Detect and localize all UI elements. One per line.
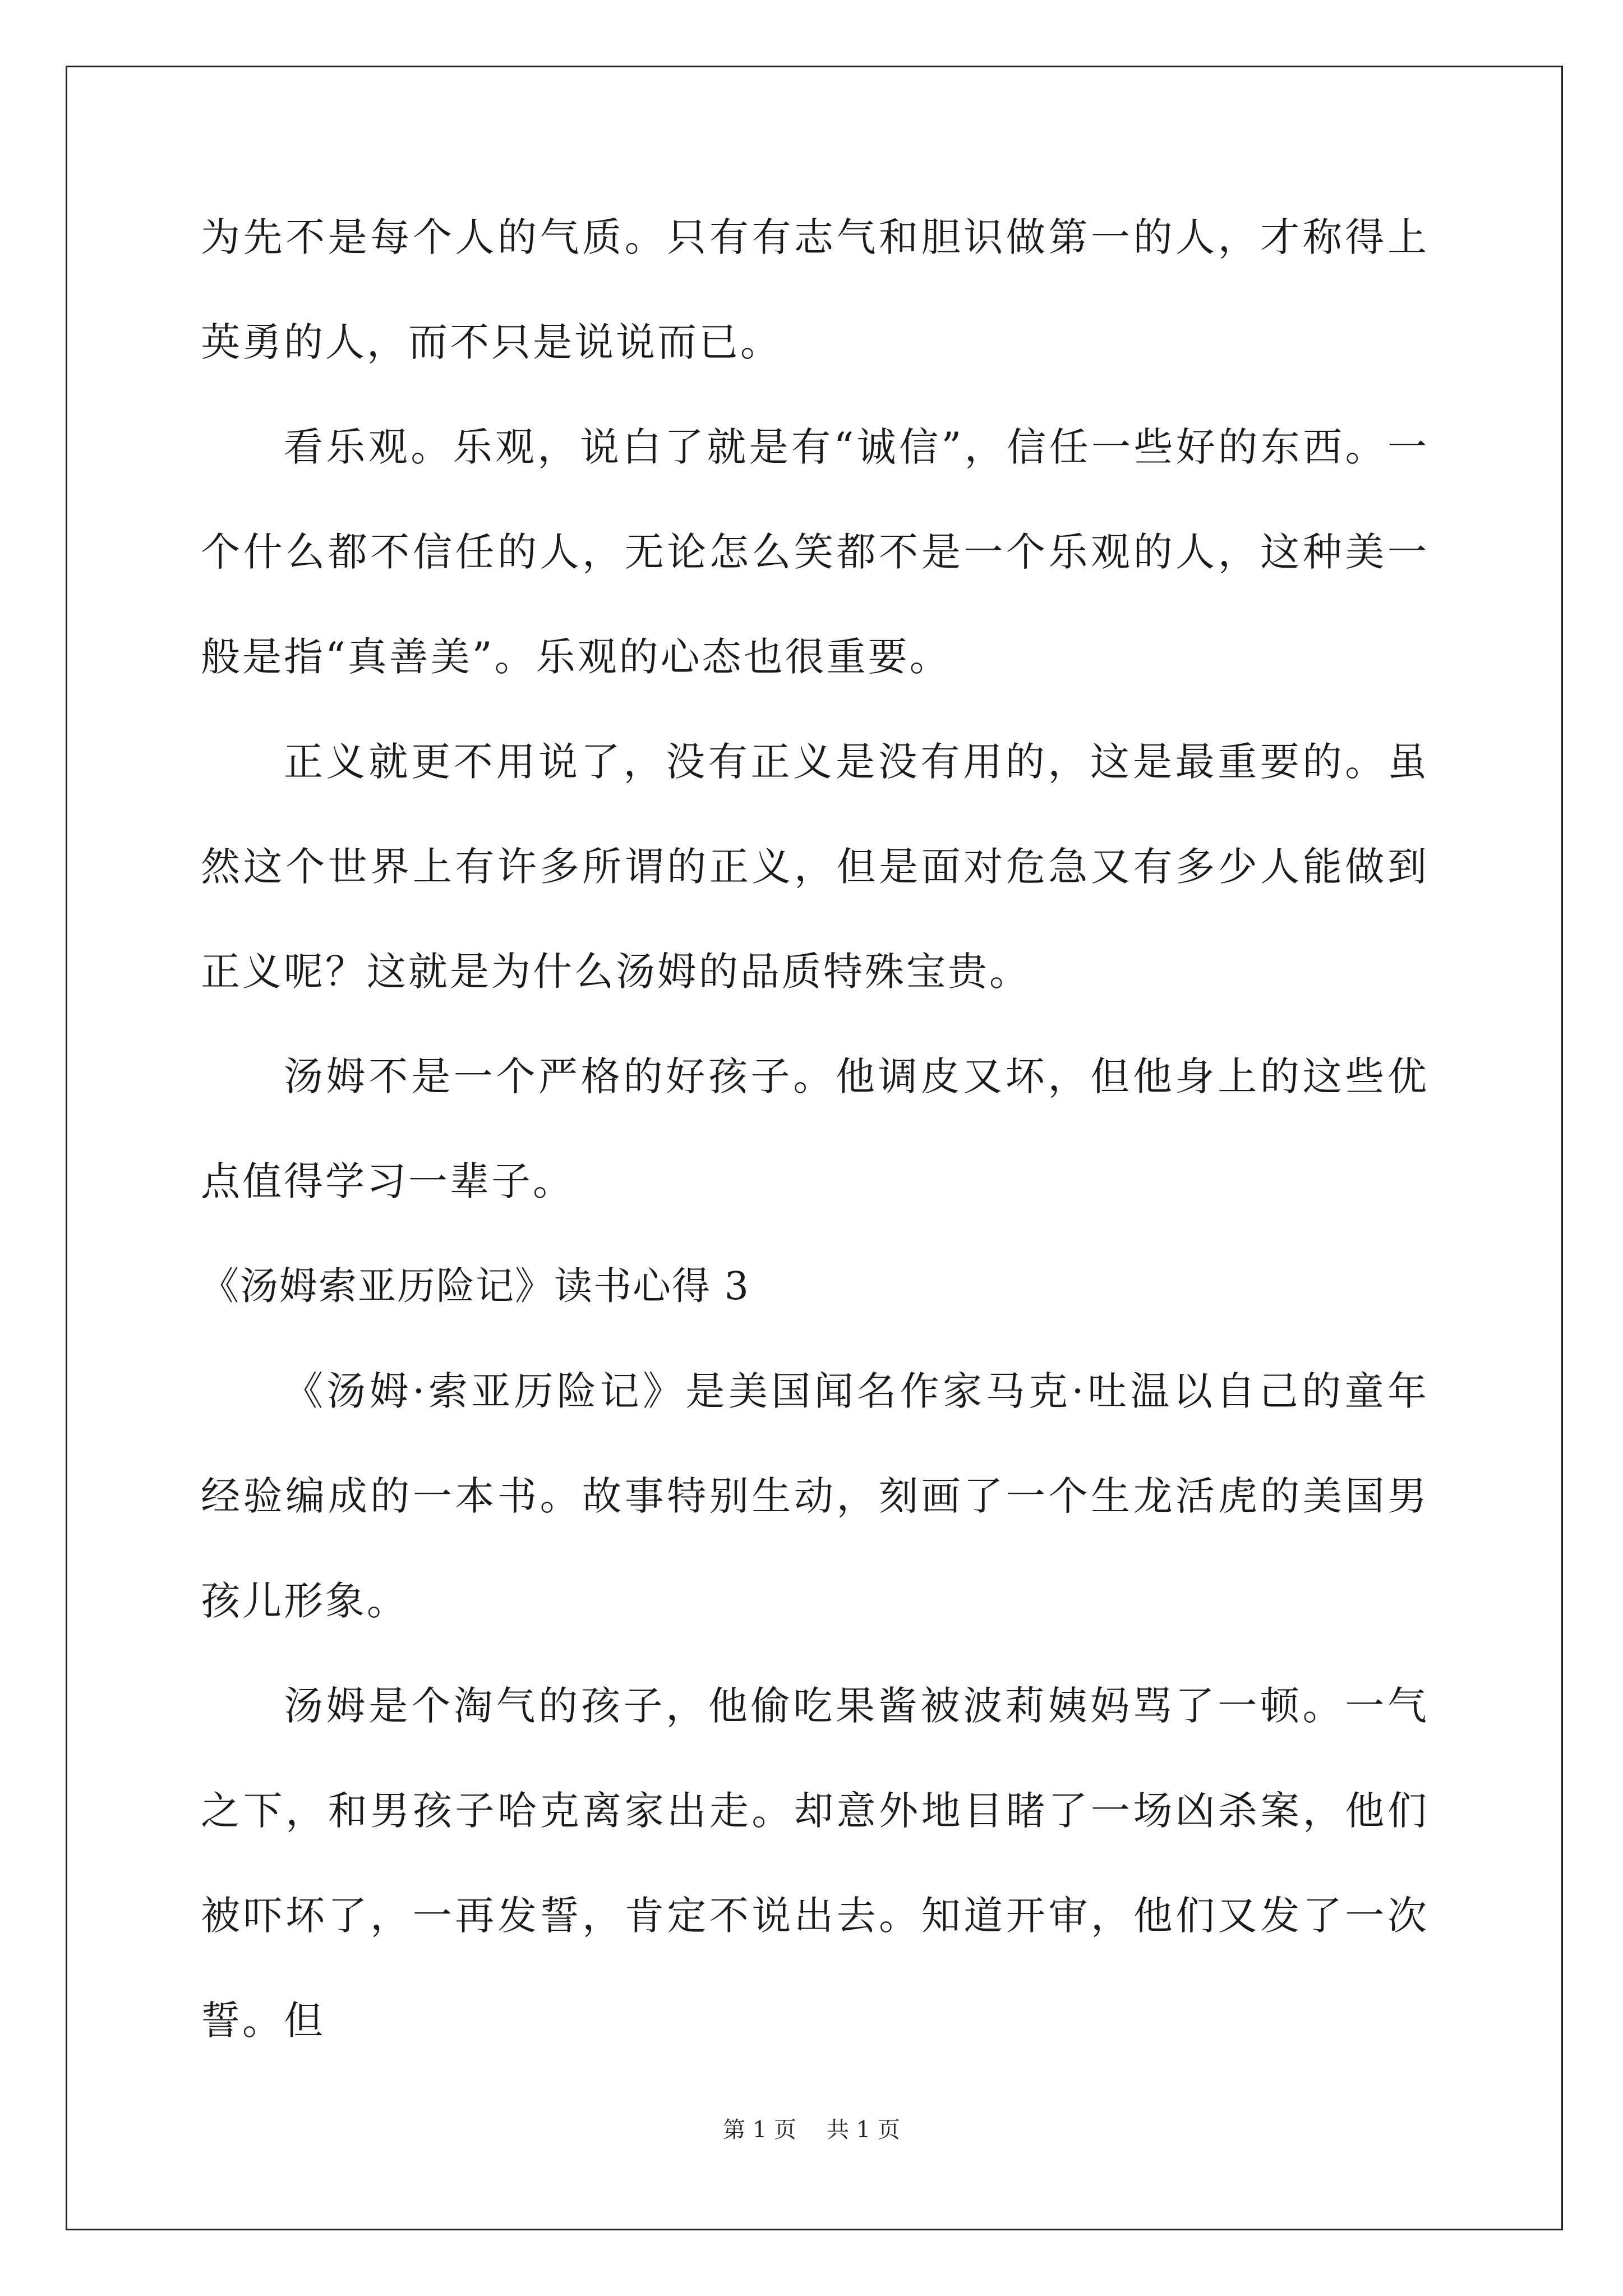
- document-body: [201, 185, 1429, 2073]
- paragraph: 《汤姆·索亚历险记》是美国闻名作家马克·吐温以自己的童年经验编成的一本书。故事特别生动，刻画了一个生龙活虎的美国男孩儿形象。: [201, 1368, 1429, 1624]
- section-heading: 《汤姆索亚历险记》读书心得 3: [201, 1264, 750, 1309]
- paragraph: 正义就更不用说了，没有正义是没有用的，这是最重要的。虽然这个世界上有许多所谓的正义，但是面对危急又有多少人能做到正义呢？这就是为什么汤姆的品质特殊宝贵。: [201, 739, 1429, 995]
- page-total: 共 1 页: [827, 2117, 900, 2143]
- page-number: 第 1 页: [723, 2117, 796, 2143]
- page-footer: [0, 2113, 1623, 2147]
- paragraph: 为先不是每个人的气质。只有有志气和胆识做第一的人，才称得上英勇的人，而不只是说说而已。: [201, 214, 1429, 365]
- paragraph: 汤姆不是一个严格的好孩子。他调皮又坏，但他身上的这些优点值得学习一辈子。: [201, 1053, 1429, 1204]
- paragraph: 汤姆是个淘气的孩子，他偷吃果酱被波莉姨妈骂了一顿。一气之下，和男孩子哈克离家出走。却意外地目睹了一场凶杀案，他们被吓坏了，一再发誓，肯定不说出去。知道开审，他们又发了一次誓。但: [201, 1683, 1429, 2044]
- paragraph: 看乐观。乐观，说白了就是有“诚信”，信任一些好的东西。一个什么都不信任的人，无论怎么笑都不是一个乐观的人，这种美一般是指“真善美”。乐观的心态也很重要。: [201, 424, 1429, 680]
